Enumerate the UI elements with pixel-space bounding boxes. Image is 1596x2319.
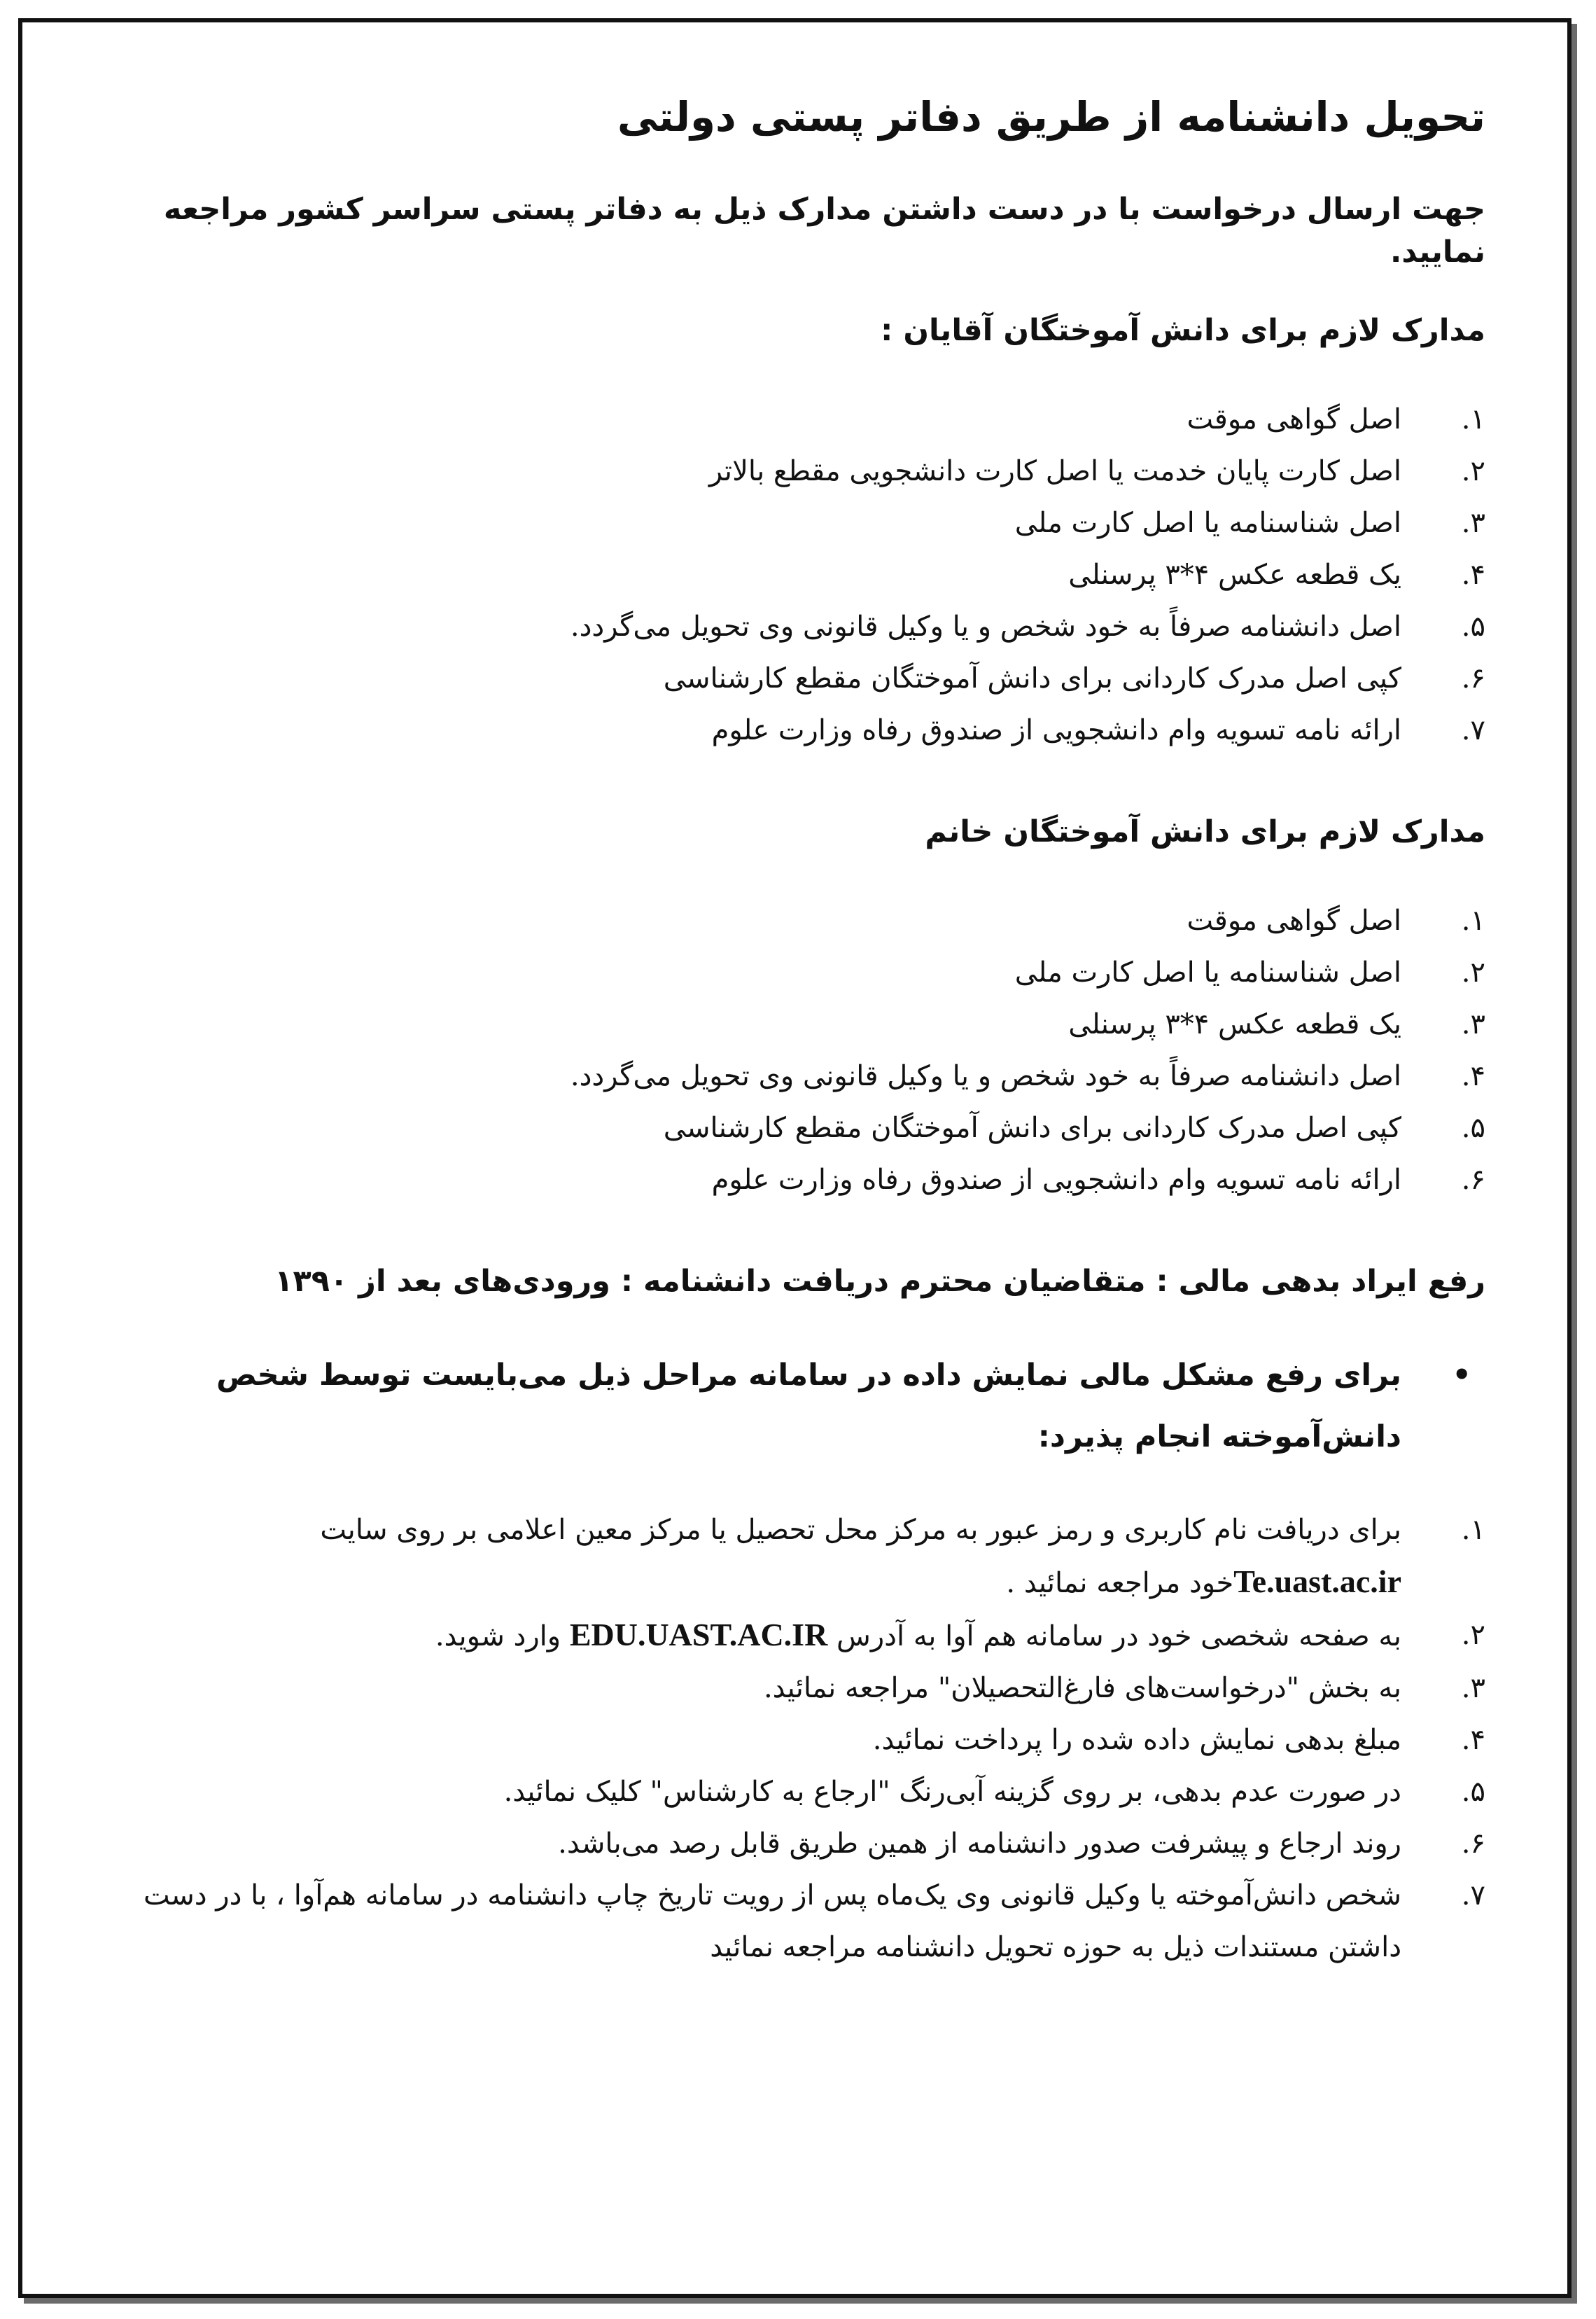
document-content <box>127 64 1485 1973</box>
item-number: ۴. <box>1461 1724 1485 1757</box>
item-number: ۳. <box>1461 1672 1485 1705</box>
item-number: ۷. <box>1461 1879 1485 1912</box>
item-text: اصل شناسنامه یا اصل کارت ملی <box>1014 506 1401 539</box>
list-item <box>127 1714 1485 1766</box>
item-number: ۳. <box>1461 1008 1485 1041</box>
item-number: ۲. <box>1461 454 1485 487</box>
item-text: ارائه نامه تسویه وام دانشجویی از صندوق رفاه وزارت علوم <box>711 713 1401 746</box>
item-text: کپی اصل مدرک کاردانی برای دانش آموختگان مقطع کارشناسی <box>663 662 1401 695</box>
item-number: ۶. <box>1461 662 1485 695</box>
site-link[interactable]: EDU.UAST.AC.IR <box>569 1617 828 1653</box>
item-text: ارائه نامه تسویه وام دانشجویی از صندوق رفاه وزارت علوم <box>711 1164 1401 1197</box>
item-number: ۶. <box>1461 1164 1485 1197</box>
list-item <box>127 947 1485 998</box>
list-item <box>127 1154 1485 1206</box>
item-text: برای دریافت نام کاربری و رمز عبور به مرکز محل تحصیل یا مرکز معین اعلامی بر روی سایت Te.uast.ac.irخود مراجعه نمائید . <box>320 1514 1401 1600</box>
men-list <box>127 394 1485 756</box>
list-item <box>127 895 1485 947</box>
list-item <box>127 1766 1485 1818</box>
item-number: ۴. <box>1461 1060 1485 1093</box>
item-number: ۱. <box>1461 403 1485 436</box>
item-text: اصل دانشنامه صرفاً به خود شخص و یا وکیل قانونی وی تحویل می‌گردد. <box>570 1060 1401 1093</box>
list-item <box>127 394 1485 445</box>
item-text: اصل دانشنامه صرفاً به خود شخص و یا وکیل قانونی وی تحویل می‌گردد. <box>570 610 1401 643</box>
page-frame <box>18 18 1572 2298</box>
list-item <box>127 549 1485 601</box>
item-text: اصل گواهی موقت <box>1186 905 1401 938</box>
item-number: ۷. <box>1461 713 1485 746</box>
list-item <box>127 653 1485 704</box>
list-item <box>127 1504 1485 1609</box>
men-heading: مدارک لازم برای دانش آموختگان آقایان : <box>881 312 1485 348</box>
bullet-mark: • <box>1452 1358 1471 1393</box>
item-number: ۵. <box>1461 1776 1485 1809</box>
item-text: مبلغ بدهی نمایش داده شده را پرداخت نمائید. <box>872 1724 1401 1757</box>
list-item <box>127 998 1485 1050</box>
list-item <box>127 1869 1485 1973</box>
finance-steps <box>127 1504 1485 1973</box>
list-item <box>127 497 1485 549</box>
women-list <box>127 895 1485 1206</box>
item-number: ۴. <box>1461 558 1485 591</box>
item-text: اصل شناسنامه یا اصل کارت ملی <box>1014 956 1401 989</box>
item-number: ۳. <box>1461 506 1485 539</box>
list-item <box>127 445 1485 497</box>
item-text: در صورت عدم بدهی، بر روی گزینه آبی‌رنگ "ارجاع به کارشناس" کلیک نمائید. <box>503 1776 1401 1809</box>
item-text: به بخش "درخواست‌های فارغ‌التحصیلان" مراجعه نمائید. <box>763 1672 1401 1705</box>
list-item <box>127 601 1485 653</box>
women-heading: مدارک لازم برای دانش آموختگان خانم <box>925 814 1485 849</box>
intro-paragraph: جهت ارسال درخواست با در دست داشتن مدارک ذیل به دفاتر پستی سراسر کشور مراجعه نمایید. <box>163 192 1485 270</box>
item-text: به صفحه شخصی خود در سامانه هم آوا به آدرس EDU.UAST.AC.IR وارد شوید. <box>435 1617 1401 1653</box>
site-link[interactable]: Te.uast.ac.ir <box>1233 1564 1401 1600</box>
item-text: شخص دانش‌آموخته یا وکیل قانونی وی یک‌ماه پس از رویت تاریخ چاپ دانشنامه در سامانه هم‌آوا ، با در دست داشتن مستندات ذیل به حوزه تحویل دانشنامه مراجعه نمائید <box>143 1879 1401 1964</box>
bullet-text: برای رفع مشکل مالی نمایش داده در سامانه مراحل ذیل می‌بایست توسط شخص دانش‌آموخته انجام پذیرد: <box>216 1358 1401 1455</box>
item-text: اصل کارت پایان خدمت یا اصل کارت دانشجویی مقطع بالاتر <box>708 454 1401 487</box>
item-text: یک قطعه عکس ۴*۳ پرسنلی <box>1068 558 1401 591</box>
item-number: ۲. <box>1461 1619 1485 1652</box>
item-text: اصل گواهی موقت <box>1186 403 1401 436</box>
item-text: کپی اصل مدرک کاردانی برای دانش آموختگان مقطع کارشناسی <box>663 1112 1401 1145</box>
item-text: یک قطعه عکس ۴*۳ پرسنلی <box>1068 1008 1401 1041</box>
item-number: ۱. <box>1461 905 1485 938</box>
list-item <box>127 704 1485 756</box>
item-number: ۲. <box>1461 956 1485 989</box>
item-text: روند ارجاع و پیشرفت صدور دانشنامه از همین طریق قابل رصد می‌باشد. <box>558 1827 1401 1860</box>
item-number: ۵. <box>1461 610 1485 643</box>
list-item <box>127 1818 1485 1869</box>
item-number: ۵. <box>1461 1112 1485 1145</box>
finance-heading: رفع ایراد بدهی مالی : متقاضیان محترم دریافت دانشنامه : ورودی‌های بعد از ۱۳۹۰ <box>274 1264 1485 1300</box>
page-title: تحویل دانشنامه از طریق دفاتر پستی دولتی <box>617 93 1485 141</box>
list-item <box>127 1609 1485 1662</box>
item-number: ۶. <box>1461 1827 1485 1860</box>
list-item <box>127 1102 1485 1154</box>
list-item <box>127 1050 1485 1102</box>
list-item <box>127 1662 1485 1714</box>
item-number: ۱. <box>1461 1514 1485 1547</box>
finance-bullet-paragraph <box>127 1344 1485 1468</box>
